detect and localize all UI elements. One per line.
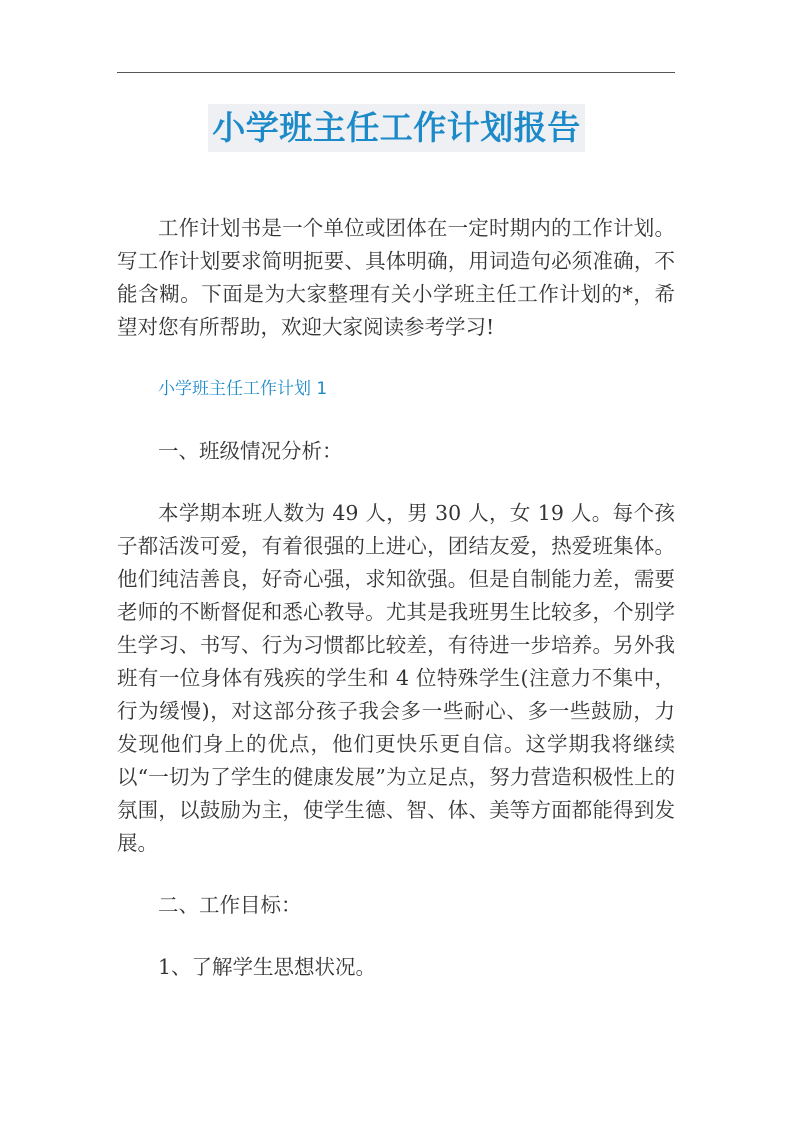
document-body [117,212,675,984]
part1-label: 一、班级情况分析： [158,439,343,463]
list-item: 1、了解学生思想状况。 [158,955,377,979]
section-heading: 小学班主任工作计划 1 [158,379,328,399]
part2-label: 二、工作目标： [158,893,302,917]
document-title: 小学班主任工作计划报告 [208,104,585,152]
intro-paragraph: 工作计划书是一个单位或团体在一定时期内的工作计划。写工作计划要求简明扼要、具体明确，用词造句必须准确，不能含糊。下面是为大家整理有关小学班主任工作计划的*，希望对您有所帮助，欢迎大家阅读参考学习! [117,216,675,339]
header-rule [117,72,675,73]
part1-paragraph: 本学期本班人数为 49 人，男 30 人，女 19 人。每个孩子都活泼可爱，有着很强的上进心，团结友爱，热爱班集体。他们纯洁善良，好奇心强，求知欲强。但是自制能力差，需要老师的不断督促和悉心教导。尤其是我班男生比较多，个别学生学习、书写、行为习惯都比较差，有待进一步培养。另外我班有一位身体有残疾的学生和 4 位特殊学生(注意力不集中，行为缓慢)，对这部分孩子我会多一些耐心、多一些鼓励，力发现他们身上的优点，他们更快乐更自信。这学期我将继续以“一切为了学生的健康发展”为立足点，努力营造积极性上的氛围，以鼓励为主，使学生德、智、体、美等方面都能得到发展。 [117,501,675,855]
title-container [0,104,793,152]
